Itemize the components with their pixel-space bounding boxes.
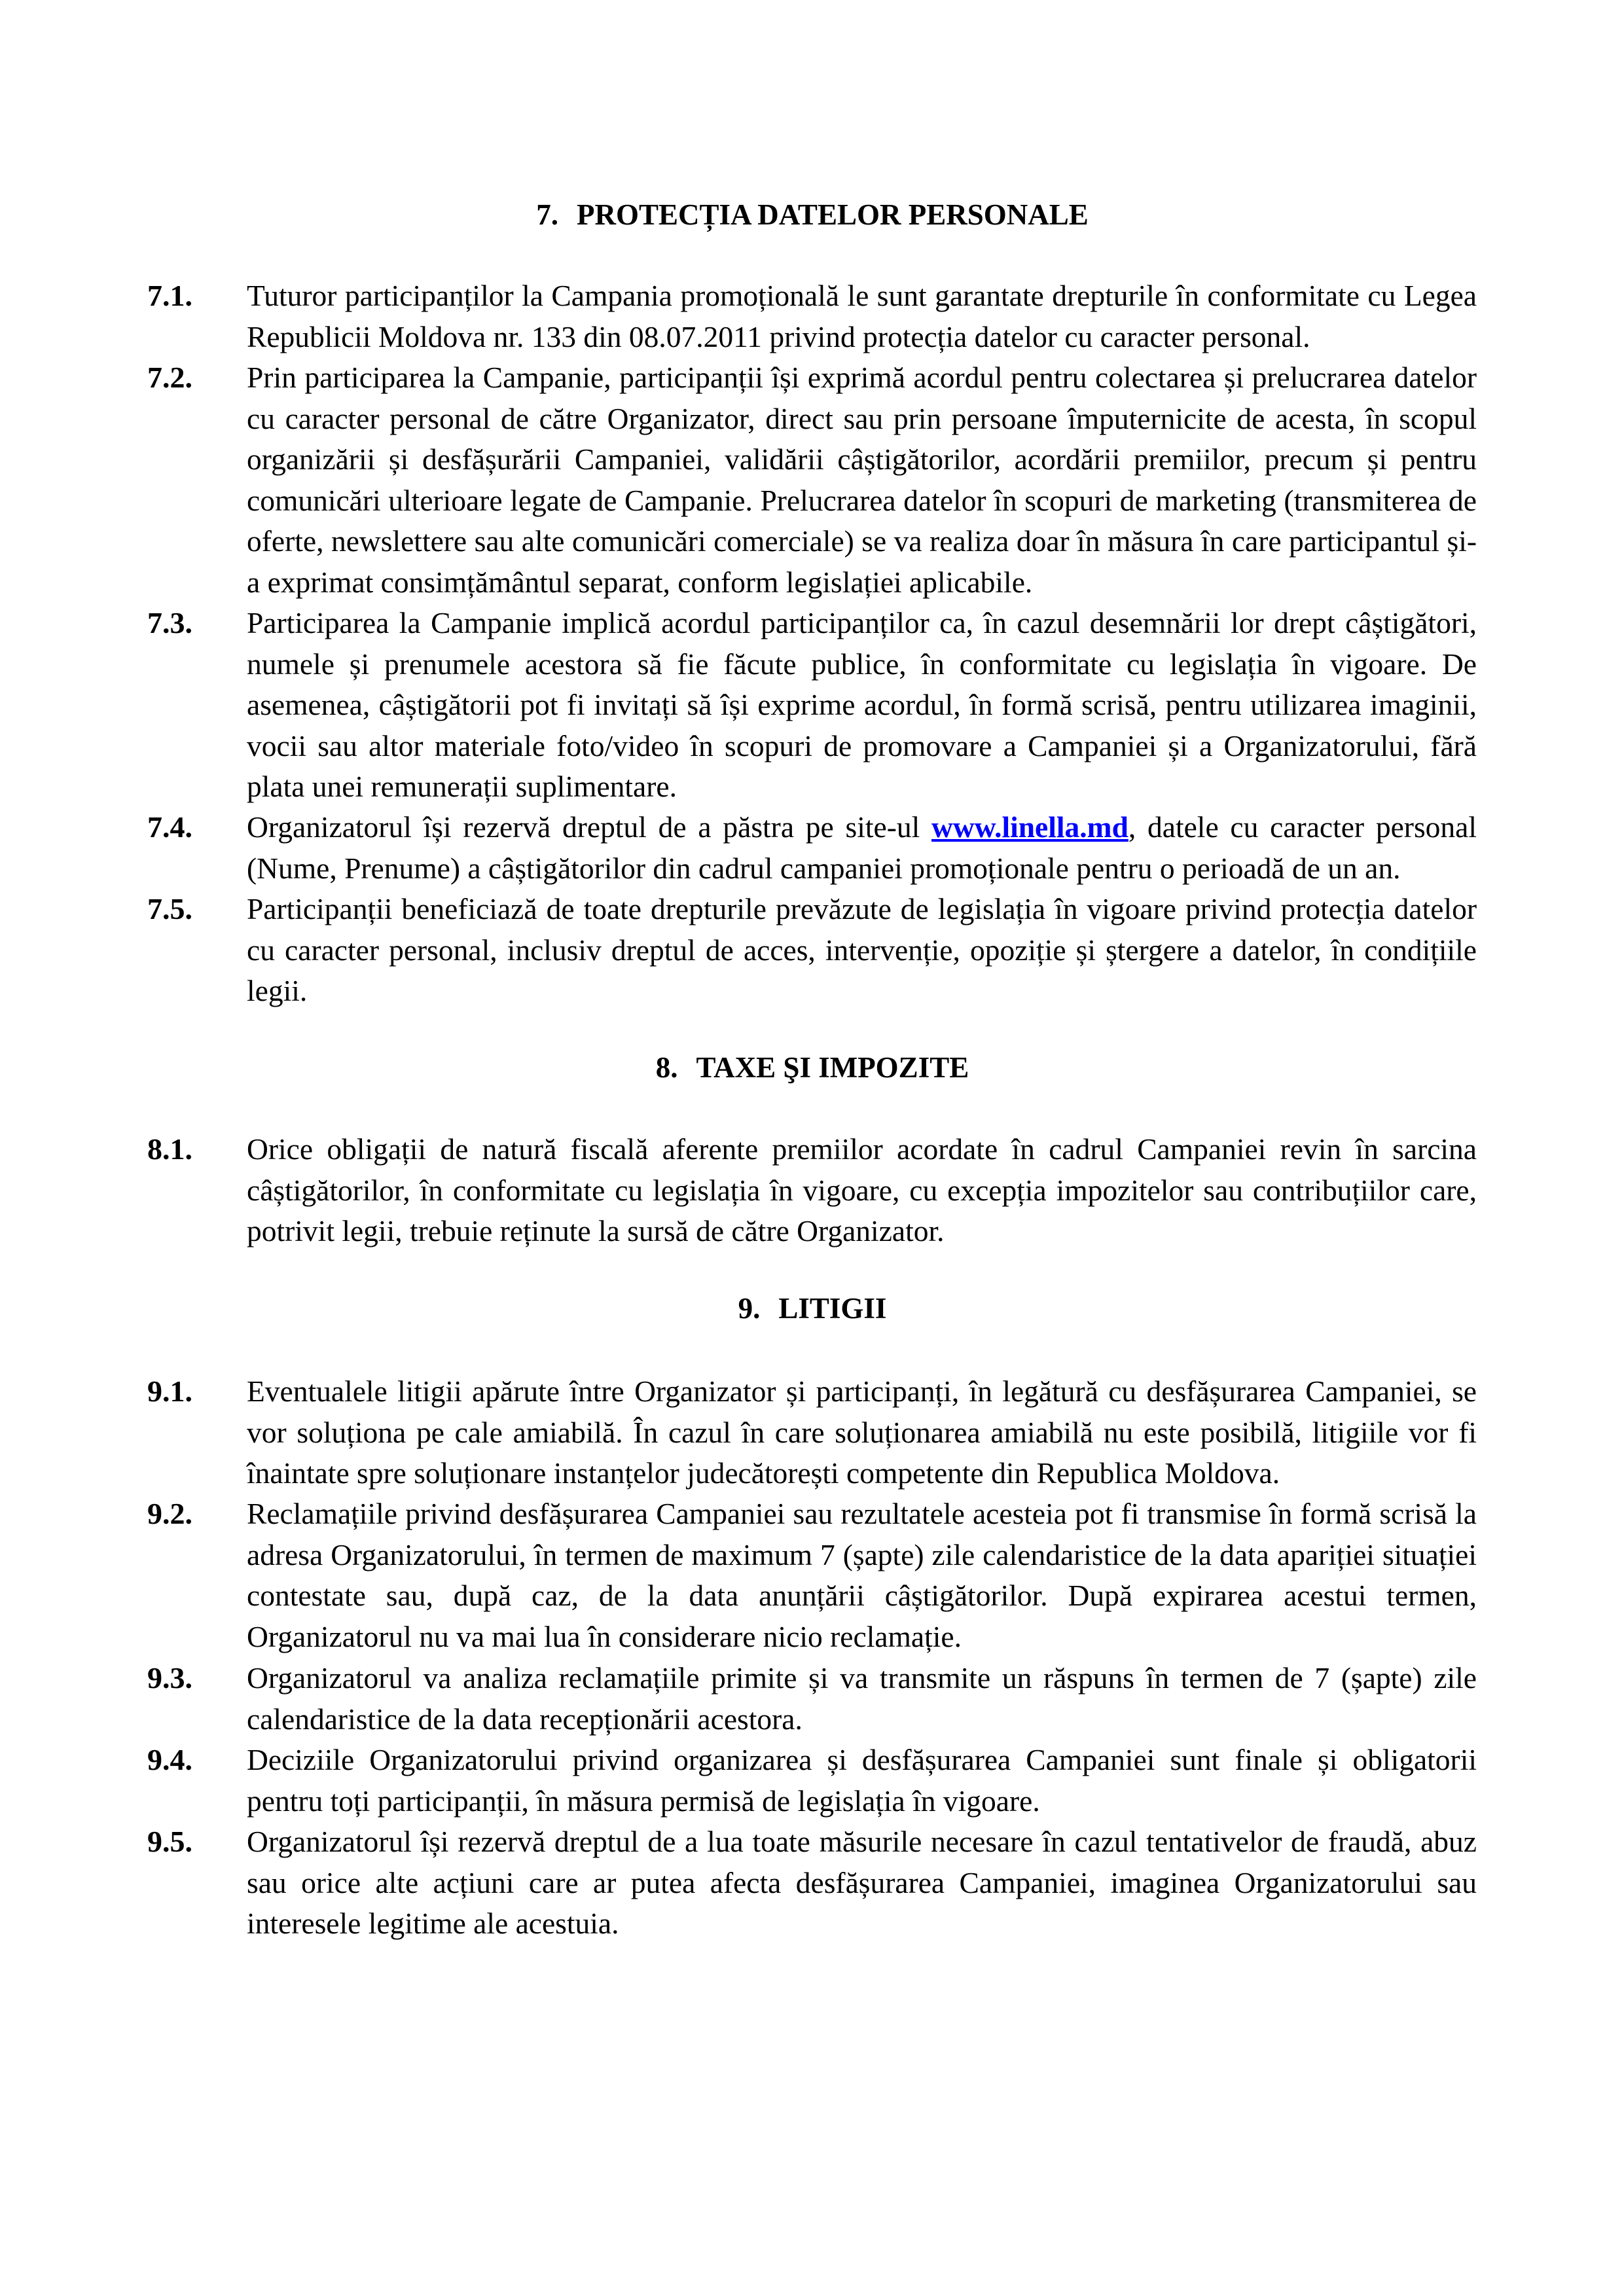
section-title: PROTECȚIA DATELOR PERSONALE — [576, 198, 1089, 231]
clause-number: 7.4. — [147, 810, 192, 844]
linella-website-link[interactable]: www.linella.md — [931, 810, 1128, 844]
clause-number: 9.4. — [147, 1743, 192, 1776]
section-title: LITIGII — [778, 1292, 887, 1325]
clause-9-2 — [147, 1494, 1477, 1657]
clause-text: Deciziile Organizatorului privind organizarea și desfășurarea Campaniei sunt finale și obligatorii pentru toți participanții, în măsura permisă de legislația în vigoare. — [247, 1743, 1477, 1818]
clause-9-3 — [147, 1658, 1477, 1740]
clause-text: Participanții beneficiază de toate drepturile prevăzute de legislația în vigoare privind protecția datelor cu caracter personal, inclusiv dreptul de acces, intervenție, opoziție și ștergere a datelor, în condițiile legii. — [247, 892, 1477, 1007]
clause-number: 9.5. — [147, 1825, 192, 1858]
clause-7-3 — [147, 603, 1477, 808]
section-number: 8. — [655, 1051, 678, 1084]
clause-text — [247, 807, 1477, 889]
section-heading-8 — [147, 1047, 1477, 1088]
clause-text-after-link: , datele cu caracter personal (Nume, Prenume) a câștigătorilor din cadrul campaniei promoționale pentru o perioadă de un an. — [247, 810, 1477, 885]
clause-number: 9.2. — [147, 1497, 192, 1530]
clause-9-4 — [147, 1740, 1477, 1821]
section-number: 7. — [536, 198, 558, 231]
clause-text: Participarea la Campanie implică acordul participanților ca, în cazul desemnării lor drept câștigători, numele și prenumele acestora să fie făcute publice, în conformitate cu legislația în vigoare. De asemenea, câștigătorii pot fi invitați să își exprime acordul, în formă scrisă, pentru utilizarea imaginii, vocii sau altor materiale foto/video în scopuri de promovare a Campaniei și a Organizatorului, fără plata unei remunerații suplimentare. — [247, 606, 1477, 803]
clause-text: Eventualele litigii apărute între Organizator și participanți, în legătură cu desfășurarea Campaniei, se vor soluționa pe cale amiabilă. În cazul în care soluționarea amiabilă nu este posibilă, litigiile vor fi înaintate spre soluționare instanțelor judecătorești competente din Republica Moldova. — [247, 1374, 1477, 1490]
clause-7-1 — [147, 276, 1477, 357]
clause-9-1 — [147, 1371, 1477, 1494]
clause-7-4 — [147, 807, 1477, 889]
clause-text: Prin participarea la Campanie, participanții își exprimă acordul pentru colectarea și prelucrarea datelor cu caracter personal de către Organizator, direct sau prin persoane împuternicite de acesta, în scopul organizării și desfășurării Campaniei, validării câștigătorilor, acordării premiilor, precum și pentru comunicări ulterioare legate de Campanie. Prelucrarea datelor în scopuri de marketing (transmiterea de oferte, newslettere sau alte comunicări comerciale) se va realiza doar în măsura în care participantul și-a exprimat consimțământul separat, conform legislației aplicabile. — [247, 361, 1477, 599]
clause-number: 7.2. — [147, 361, 192, 394]
section-number: 9. — [738, 1292, 761, 1325]
clause-8-1 — [147, 1129, 1477, 1252]
clause-number: 7.5. — [147, 892, 192, 925]
section-heading-9 — [147, 1288, 1477, 1329]
clause-7-5 — [147, 889, 1477, 1012]
clause-number: 7.1. — [147, 279, 192, 312]
clause-7-2 — [147, 357, 1477, 603]
clause-9-5 — [147, 1821, 1477, 1945]
clause-number: 9.1. — [147, 1374, 192, 1408]
clause-text: Orice obligații de natură fiscală aferente premiilor acordate în cadrul Campaniei revin în sarcina câștigătorilor, în conformitate cu legislația în vigoare, cu excepția impozitelor sau contribuțiilor care, potrivit legii, trebuie reținute la sursă de către Organizator. — [247, 1132, 1477, 1247]
clause-number: 7.3. — [147, 606, 192, 639]
clause-text: Organizatorul va analiza reclamațiile primite și va transmite un răspuns în termen de 7 (șapte) zile calendaristice de la data recepționării acestora. — [247, 1661, 1477, 1736]
section-heading-7 — [147, 194, 1477, 235]
section-title: TAXE ŞI IMPOZITE — [696, 1051, 969, 1084]
clause-number: 8.1. — [147, 1132, 192, 1166]
clause-text: Organizatorul își rezervă dreptul de a lua toate măsurile necesare în cazul tentativelor de fraudă, abuz sau orice alte acțiuni care ar putea afecta desfășurarea Campaniei, imaginea Organizatorului sau interesele legitime ale acestuia. — [247, 1825, 1477, 1940]
clause-text: Tuturor participanților la Campania promoțională le sunt garantate drepturile în conformitate cu Legea Republicii Moldova nr. 133 din 08.07.2011 privind protecția datelor cu caracter personal. — [247, 279, 1477, 353]
clause-text: Reclamațiile privind desfășurarea Campaniei sau rezultatele acesteia pot fi transmise în formă scrisă la adresa Organizatorului, în termen de maximum 7 (șapte) zile calendaristice de la data apariției situației contestate sau, după caz, de la data anunțării câștigătorilor. După expirarea acestui termen, Organizatorul nu va mai lua în considerare nicio reclamație. — [247, 1497, 1477, 1653]
clause-number: 9.3. — [147, 1661, 192, 1695]
clause-text-before-link: Organizatorul își rezervă dreptul de a păstra pe site-ul — [247, 810, 932, 844]
